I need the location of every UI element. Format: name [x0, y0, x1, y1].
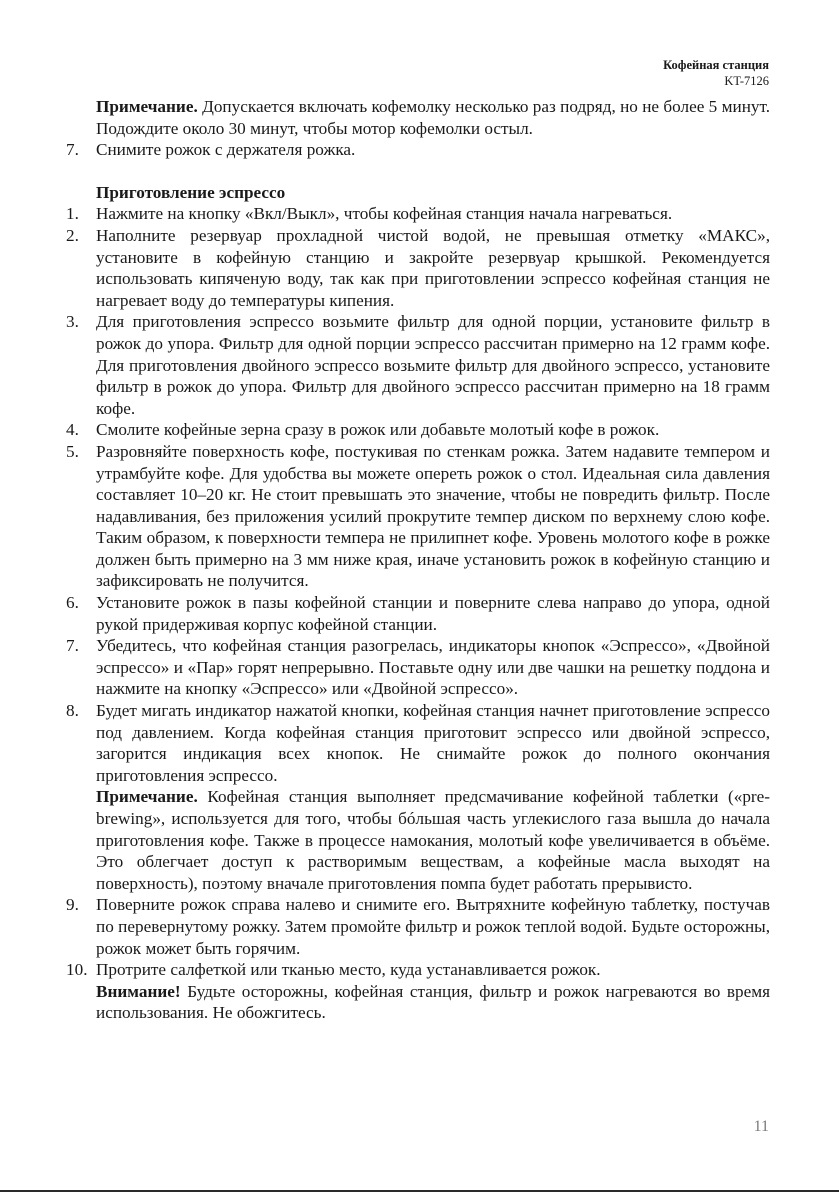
intro-note-text: Допускается включать кофемолку несколько раз подряд, но не более 5 минут. Подождите около 30 минут, чтобы мотор кофемолки остыл. [96, 97, 770, 138]
list-item-number: 6. [66, 593, 79, 613]
list-item-prev-7 [66, 139, 770, 161]
header-title: Кофейная станция [663, 58, 769, 72]
list-item-number: 7. [66, 636, 79, 656]
list-item-number: 1. [66, 204, 79, 224]
page-content [66, 96, 770, 1024]
list-item-number: 10. [66, 960, 88, 980]
list-item [66, 959, 770, 981]
list-item-text: Установите рожок в пазы кофейной станции и поверните слева направо до упора, одной рукой придерживая корпус кофейной станции. [96, 593, 770, 634]
section-heading: Приготовление эспрессо [96, 182, 286, 202]
list-item-text: Разровняйте поверхность кофе, постукивая по стенкам рожка. Затем надавите темпером и утрамбуйте кофе. Для удобства вы можете опереть рожок о стол. Идеальная сила давления составляет 10–20 кг. Не стоит превышать это значение, чтобы не повредить фильтр. После надавливания, без приложения усилий прокрутите темпер диском по верхнему слою кофе. Таким образом, к поверхности темпера не прилипнет кофе. Уровень молотого кофе в рожке должен быть примерно на 3 мм ниже края, иначе установить рожок в кофейную станцию и зафиксировать не получится. [96, 441, 770, 591]
warning-text: Будьте осторожны, кофейная станция, фильтр и рожок нагреваются во время использования. Не обожгитесь. [96, 981, 770, 1023]
list-item [66, 311, 770, 419]
list-item-number: 8. [66, 701, 79, 721]
list-item-number: 2. [66, 225, 79, 245]
list-item [66, 225, 770, 311]
list-item-text: Убедитесь, что кофейная станция разогрелась, индикаторы кнопок «Эспрессо», «Двойной эспрессо» и «Пар» горят непрерывно. Поставьте одну или две чашки на решетку поддона и нажмите на кнопку «Эспрессо» или «Двойной эспрессо». [96, 636, 770, 699]
list-item [66, 592, 770, 635]
list-item-text: Смолите кофейные зерна сразу в рожок или добавьте молотый кофе в рожок. [96, 420, 660, 440]
list-item [66, 700, 770, 786]
list-item [66, 419, 770, 441]
list-item-text: Будет мигать индикатор нажатой кнопки, кофейная станция начнет приготовление эспрессо под давлением. Когда кофейная станция приготовит эспрессо или двойной эспрессо, загорится индикация всех кнопок. Не снимайте рожок до полного окончания приготовления эспрессо. [96, 701, 770, 785]
list-item-text: Снимите рожок с держателя рожка. [96, 140, 356, 160]
intro-note-label: Примечание. [96, 97, 198, 116]
list-item-text: Для приготовления эспрессо возьмите фильтр для одной порции, установите фильтр в рожок до упора. Фильтр для одной порции эспрессо рассчитан примерно на 12 грамм кофе. Для приготовления двойного эспрессо возьмите фильтр для двойного эспрессо, установите фильтр в рожок до упора. Фильтр для двойного эспрессо рассчитан примерно на 18 грамм кофе. [96, 312, 770, 418]
step8-note-text: Кофейная станция выполняет предсмачивание кофейной таблетки («pre-brewing», используется для того, чтобы бóльшая часть углекислого газа вышла до начала приготовления кофе. Также в процессе намокания, молотый кофе увеличивается в объёме. Это облегчает доступ к растворимым веществам, а кофейные масла выходят на поверхность), поэтому вначале приготовления помпа будет работать прерывисто. [96, 787, 770, 893]
list-item-number: 7. [66, 140, 79, 160]
list-item-text: Наполните резервуар прохладной чистой водой, не превышая отметку «МАКС», установите в кофейную станцию и закройте резервуар крышкой. Рекомендуется использовать кипяченую воду, так как при приготовлении эспрессо кофейная станция не нагревает воду до температуры кипения. [96, 225, 770, 310]
list-item-text: Протрите салфеткой или тканью место, куда устанавливается рожок. [96, 960, 601, 980]
list-item-text: Нажмите на кнопку «Вкл/Выкл», чтобы кофейная станция начала нагреваться. [96, 204, 673, 224]
page-header [663, 57, 769, 89]
list-item-number: 4. [66, 420, 79, 440]
bottom-divider [0, 1190, 839, 1192]
list-item-number: 5. [66, 441, 79, 461]
page-number: 11 [753, 1118, 769, 1135]
list-item [66, 635, 770, 700]
step8-note-label: Примечание. [96, 787, 198, 807]
list-item [66, 441, 770, 592]
list-item-number: 9. [66, 895, 79, 915]
list-item-number: 3. [66, 312, 79, 332]
list-item [66, 203, 770, 225]
step8-note [66, 786, 770, 894]
header-model: KT-7126 [724, 74, 769, 88]
warning-note [66, 981, 770, 1024]
intro-note [66, 96, 770, 139]
list-item-text: Поверните рожок справа налево и снимите его. Вытряхните кофейную таблетку, постучав по перевернутому рожку. Затем промойте фильтр и рожок теплой водой. Будьте осторожны, рожок может быть горячим. [96, 895, 770, 958]
warning-label: Внимание! [96, 981, 181, 1001]
list-item [66, 894, 770, 959]
